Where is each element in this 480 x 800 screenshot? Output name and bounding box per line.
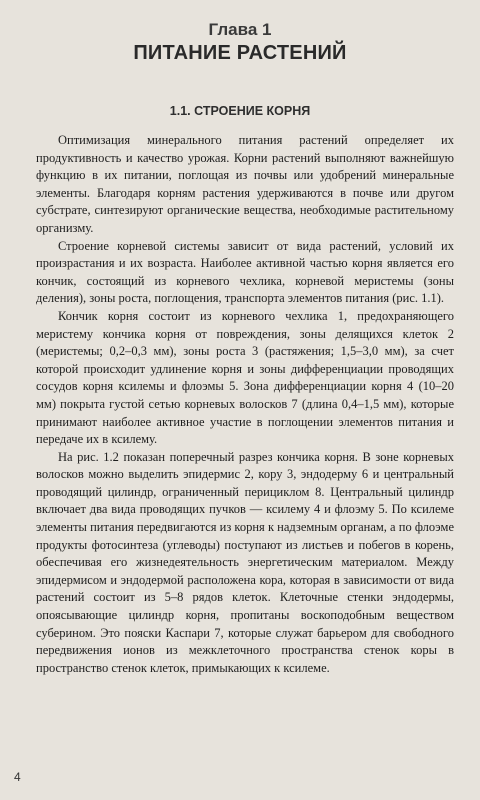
paragraph-3: Кончик корня состоит из корневого чехлика 1, предохраняющего меристему кончика корня от повреждения, зоны делящихся клеток 2 (меристемы; 0,2–0,3 мм), зоны роста 3 (растяжения; 1,5–3,0 мм), за счет которой происходит удлинение корня и зоны дифференциации проводящих сосудов корня ксилемы и флоэмы 5. Зона дифференциации корня 4 (10–20 мм) покрыта густой сетью корневых волосков 7 (длина 0,4–1,5 мм), которые принимают наиболее активное участие в поглощении элементов питания и передаче их в ксилему. [36,308,454,447]
paragraph-4: На рис. 1.2 показан поперечный разрез кончика корня. В зоне корневых волосков можно выделить эпидермис 2, кору 3, эндодерму 6 и центральный проводящий цилиндр, ограниченный перициклом 8. Центральный цилиндр включает два вида проводящих пучков — ксилему 4 и флоэму 5. По ксилеме элементы питания передвигаются из корня к надземным органам, а по флоэме продукты фотосинтеза (углеводы) поступают из листьев и побегов в корень, обеспечивая его жизнедеятельность энергетическим материалом. Между эпидермисом и эндодермой расположена кора, которая в зависимости от вида растений состоит из 5–8 рядов клеток. Клеточные стенки эндодермы, опоясывающие цилиндр корня, пропитаны воскоподобным веществом суберином. Это пояски Каспари 7, которые служат барьером для свободного передвижения ионов из межклеточного пространства стенок коры в пространство стенок клеток, примыкающих к ксилеме. [36,449,454,675]
chapter-title: ПИТАНИЕ РАСТЕНИЙ [133,42,347,64]
chapter-label: Глава 1 [208,20,272,39]
paragraph-2: Строение корневой системы зависит от вида растений, условий их произрастания и их возраста. Наиболее активной частью корня является его кончик, состоящий из корневого чехлика, корневой меристемы (зоны деления), зоны роста, поглощения, транспорта элементов питания (рис. 1.1). [36,238,454,306]
section-title: 1.1. СТРОЕНИЕ КОРНЯ [169,104,311,118]
paragraph-1: Оптимизация минерального питания растений определяет их продуктивность и качество урожая. Корни растений выполняют важнейшую функцию в их питании, поглощая из почвы или удобрений минеральные элементы. Благодаря корням растения удерживаются в почве или другом субстрате, синтезируют органические вещества, необходимые растительному организму. [36,133,454,235]
page-number: 4 [14,770,21,784]
body-text [36,132,454,677]
